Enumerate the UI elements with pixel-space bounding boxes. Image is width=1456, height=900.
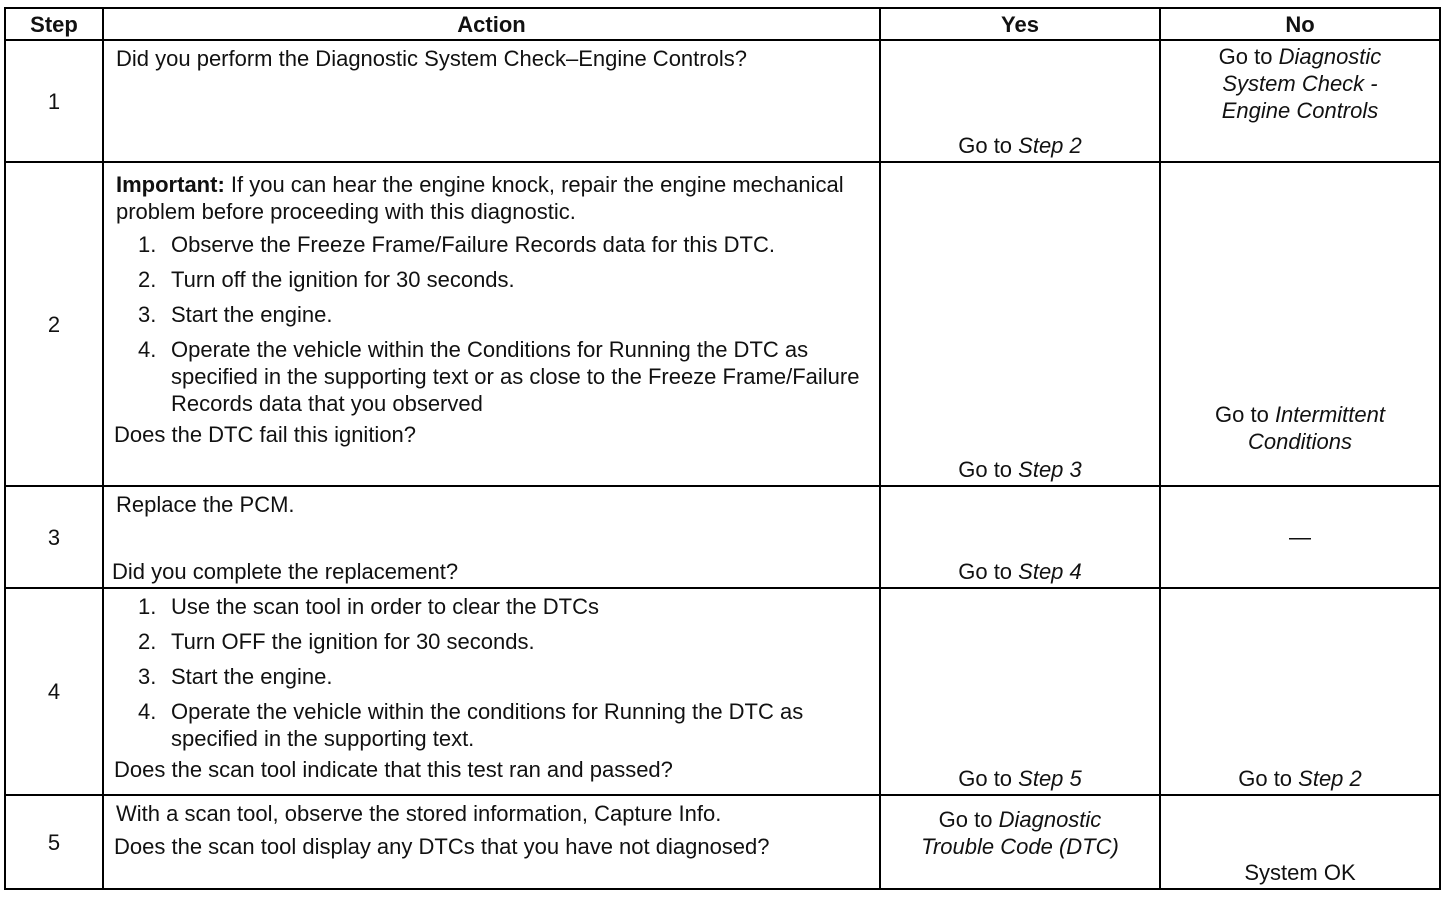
yes-cell xyxy=(880,486,1160,588)
action-text: With a scan tool, observe the stored information, Capture Info. xyxy=(116,801,722,826)
no-cell xyxy=(1160,40,1440,162)
step-number: 3 xyxy=(5,486,103,588)
header-action: Action xyxy=(103,8,880,40)
yes-instruction xyxy=(881,456,1159,483)
no-cell xyxy=(1160,588,1440,795)
list-item-text: Operate the vehicle within the Conditions for Running the DTC as specified in the supporting text or as close to the Freeze Frame/Failure Records data that you observed xyxy=(171,337,860,416)
yes-link[interactable]: Step 5 xyxy=(1018,766,1082,791)
procedure-list xyxy=(114,593,869,752)
no-link-line2[interactable]: Conditions xyxy=(1248,429,1352,454)
no-dash: — xyxy=(1289,524,1311,550)
action-cell xyxy=(103,795,880,889)
list-item-text: Start the engine. xyxy=(171,664,333,689)
list-item-text: Turn OFF the ignition for 30 seconds. xyxy=(171,629,535,654)
header-no: No xyxy=(1160,8,1440,40)
step-number: 5 xyxy=(5,795,103,889)
yes-link-line1[interactable]: Diagnostic xyxy=(998,807,1102,832)
no-instruction xyxy=(1161,401,1439,455)
diagnostic-table xyxy=(4,7,1441,890)
yes-cell xyxy=(880,162,1160,486)
procedure-list xyxy=(114,231,869,417)
yes-instruction xyxy=(881,796,1159,860)
no-result: System OK xyxy=(1244,860,1356,885)
yes-cell xyxy=(880,588,1160,795)
list-item-text: Turn off the ignition for 30 seconds. xyxy=(171,267,515,292)
list-item xyxy=(114,231,869,258)
list-item-text: Operate the vehicle within the conditions for Running the DTC as specified in the supporting text. xyxy=(171,699,804,751)
action-text: Did you perform the Diagnostic System Check–Engine Controls? xyxy=(116,46,747,71)
action-question: Does the scan tool display any DTCs that you have not diagnosed? xyxy=(114,834,770,859)
list-item-text: Start the engine. xyxy=(171,302,333,327)
list-item xyxy=(114,628,869,655)
table-row-step-3 xyxy=(5,486,1440,588)
yes-cell xyxy=(880,40,1160,162)
no-instruction xyxy=(1161,765,1439,792)
yes-prefix: Go to xyxy=(958,133,1019,158)
list-item xyxy=(114,593,869,620)
table-row-step-1 xyxy=(5,40,1440,162)
table-row-step-4 xyxy=(5,588,1440,795)
list-item-text: Use the scan tool in order to clear the DTCs xyxy=(171,594,599,619)
yes-link[interactable]: Step 3 xyxy=(1018,457,1082,482)
step-number: 2 xyxy=(5,162,103,486)
yes-prefix: Go to xyxy=(958,766,1019,791)
action-text: Replace the PCM. xyxy=(116,492,295,517)
yes-link[interactable]: Step 4 xyxy=(1018,559,1082,584)
yes-instruction xyxy=(881,558,1159,585)
list-item xyxy=(114,301,869,328)
step-number: 4 xyxy=(5,588,103,795)
no-cell xyxy=(1160,486,1440,588)
action-cell xyxy=(103,162,880,486)
no-prefix: Go to xyxy=(1215,402,1275,427)
no-prefix: Go to xyxy=(1238,766,1299,791)
action-question: Did you complete the replacement? xyxy=(112,559,459,584)
header-step: Step xyxy=(5,8,103,40)
step-number: 1 xyxy=(5,40,103,162)
list-item xyxy=(114,336,869,417)
yes-instruction xyxy=(881,765,1159,792)
yes-prefix: Go to xyxy=(958,559,1019,584)
table-row-step-2 xyxy=(5,162,1440,486)
yes-prefix: Go to xyxy=(938,807,999,832)
action-cell xyxy=(103,40,880,162)
list-item xyxy=(114,698,869,752)
yes-link-line2[interactable]: Trouble Code (DTC) xyxy=(921,834,1119,859)
list-item-number: 3. xyxy=(138,302,157,327)
no-link-line2[interactable]: System Check - xyxy=(1222,71,1378,96)
action-question: Does the DTC fail this ignition? xyxy=(114,422,417,447)
no-link-line1[interactable]: Intermittent xyxy=(1274,402,1385,427)
important-text: If you can hear the engine knock, repair the engine mechanical problem before proceeding with this diagnostic. xyxy=(116,172,844,224)
action-question: Does the scan tool indicate that this test ran and passed? xyxy=(114,757,673,782)
list-item-number: 3. xyxy=(138,664,157,689)
no-link-line1[interactable]: Diagnostic xyxy=(1278,44,1382,69)
list-item-number: 2. xyxy=(138,629,157,654)
yes-prefix: Go to xyxy=(958,457,1019,482)
list-item xyxy=(114,663,869,690)
list-item-number: 4. xyxy=(138,699,157,724)
no-instruction xyxy=(1161,41,1439,124)
important-note xyxy=(116,171,869,225)
no-link[interactable]: Step 2 xyxy=(1298,766,1362,791)
table-row-step-5 xyxy=(5,795,1440,889)
header-yes: Yes xyxy=(880,8,1160,40)
yes-instruction xyxy=(881,132,1159,159)
important-label: Important: xyxy=(116,172,225,197)
list-item-number: 2. xyxy=(138,267,157,292)
no-cell xyxy=(1160,162,1440,486)
list-item-number: 1. xyxy=(138,594,157,619)
no-cell xyxy=(1160,795,1440,889)
no-prefix: Go to xyxy=(1218,44,1279,69)
no-link-line3[interactable]: Engine Controls xyxy=(1221,98,1379,123)
action-cell xyxy=(103,486,880,588)
yes-cell xyxy=(880,795,1160,889)
action-cell xyxy=(103,588,880,795)
list-item-number: 1. xyxy=(138,232,157,257)
list-item-text: Observe the Freeze Frame/Failure Records data for this DTC. xyxy=(171,232,775,257)
list-item xyxy=(114,266,869,293)
list-item-number: 4. xyxy=(138,337,157,362)
yes-link[interactable]: Step 2 xyxy=(1018,133,1082,158)
header-row xyxy=(5,8,1440,40)
